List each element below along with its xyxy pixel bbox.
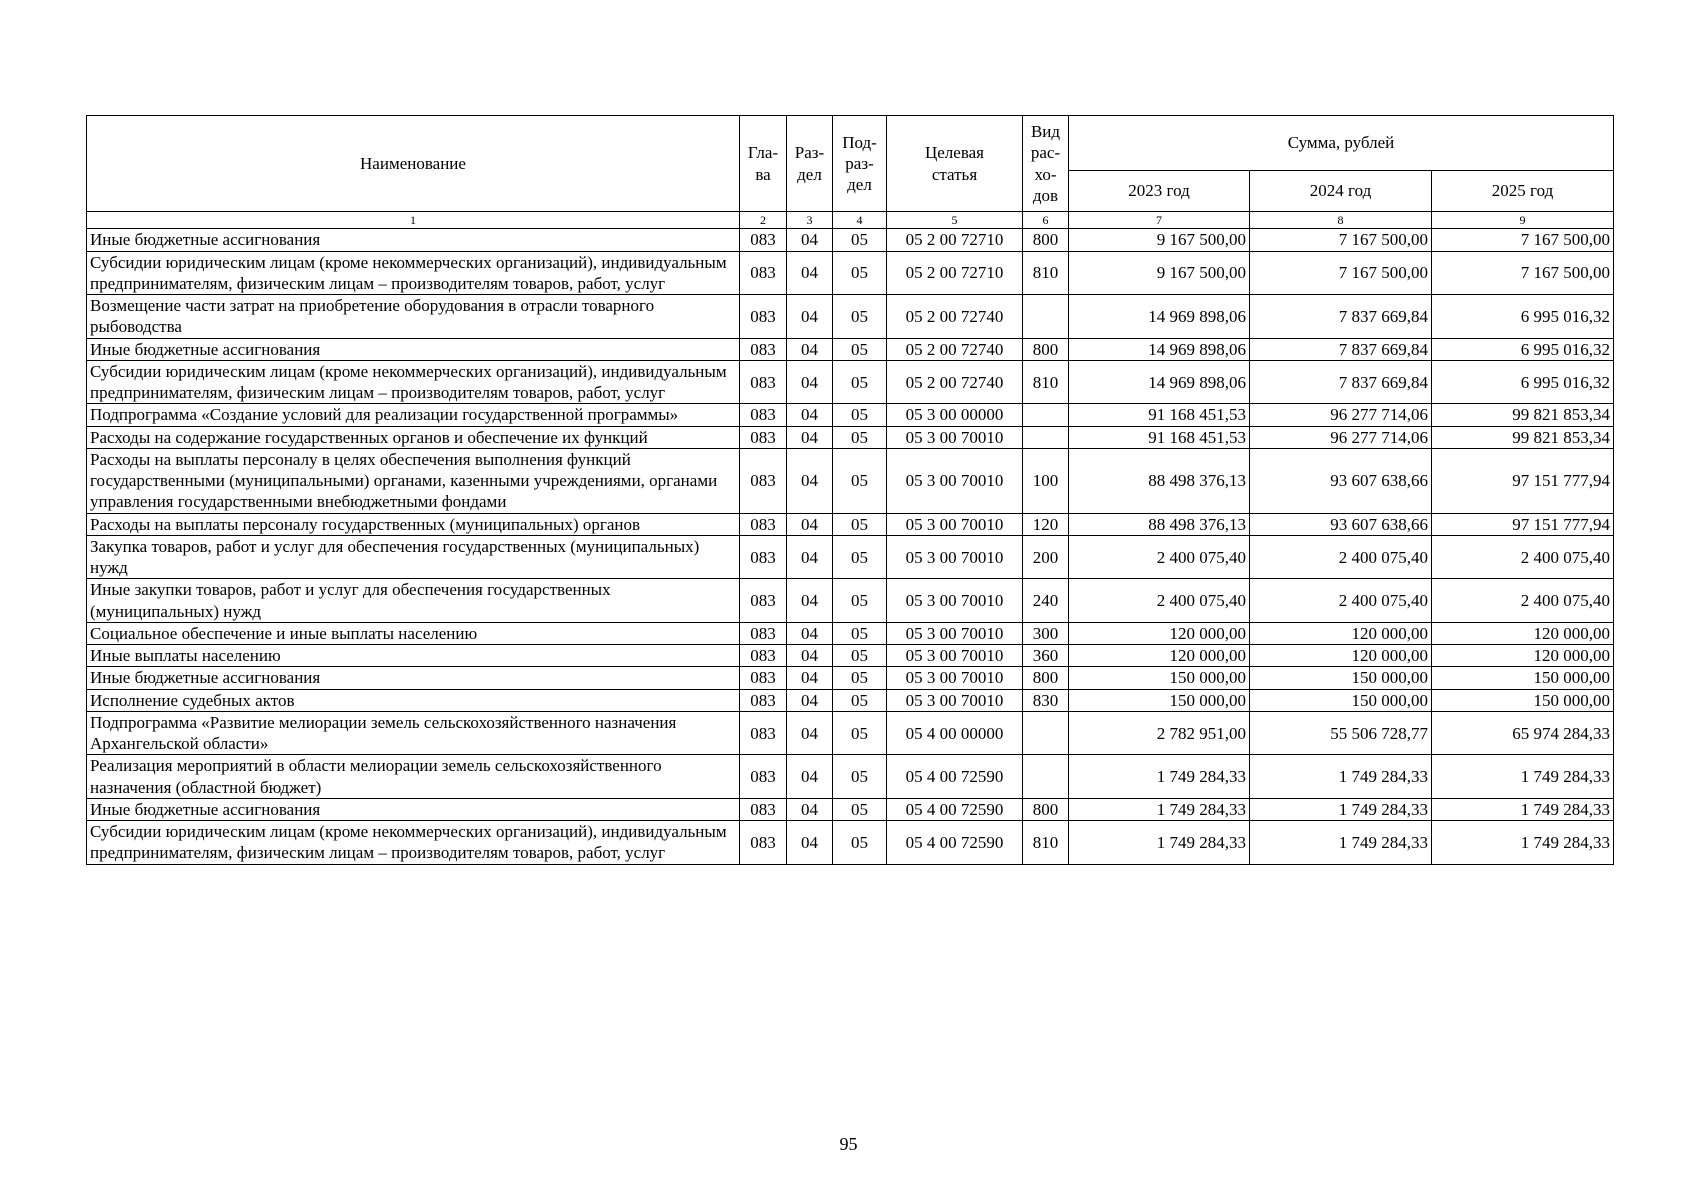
- row-amount-2025: 150 000,00: [1432, 667, 1614, 689]
- row-amount-2023: 2 400 075,40: [1069, 535, 1250, 579]
- column-number: 1: [87, 212, 740, 229]
- row-podrazdel: 05: [833, 229, 887, 251]
- row-amount-2024: 7 837 669,84: [1250, 338, 1432, 360]
- row-glava: 083: [740, 645, 787, 667]
- table-row: [87, 821, 1614, 865]
- row-razdel: 04: [787, 821, 833, 865]
- row-amount-2024: 150 000,00: [1250, 689, 1432, 711]
- table-row: [87, 711, 1614, 755]
- row-amount-2025: 6 995 016,32: [1432, 338, 1614, 360]
- row-razdel: 04: [787, 229, 833, 251]
- row-amount-2023: 150 000,00: [1069, 689, 1250, 711]
- row-podrazdel: 05: [833, 821, 887, 865]
- row-glava: 083: [740, 404, 787, 426]
- table-row: [87, 360, 1614, 404]
- row-celevaya-statya: 05 2 00 72740: [887, 295, 1023, 339]
- row-podrazdel: 05: [833, 689, 887, 711]
- row-name: Иные закупки товаров, работ и услуг для обеспечения государственных (муниципальных) нужд: [87, 579, 740, 623]
- header-vid-rashodov: Вид рас- хо- дов: [1023, 116, 1069, 212]
- table-row: [87, 579, 1614, 623]
- row-name: Иные бюджетные ассигнования: [87, 229, 740, 251]
- table-row: [87, 295, 1614, 339]
- header-year-2024: 2024 год: [1250, 171, 1432, 212]
- row-glava: 083: [740, 513, 787, 535]
- row-amount-2023: 120 000,00: [1069, 622, 1250, 644]
- table-body: [87, 229, 1614, 864]
- row-name: Возмещение части затрат на приобретение оборудования в отрасли товарного рыбоводства: [87, 295, 740, 339]
- row-amount-2025: 99 821 853,34: [1432, 404, 1614, 426]
- row-razdel: 04: [787, 798, 833, 820]
- row-amount-2025: 99 821 853,34: [1432, 426, 1614, 448]
- row-amount-2024: 1 749 284,33: [1250, 821, 1432, 865]
- row-glava: 083: [740, 622, 787, 644]
- row-glava: 083: [740, 689, 787, 711]
- row-podrazdel: 05: [833, 360, 887, 404]
- row-name: Расходы на содержание государственных органов и обеспечение их функций: [87, 426, 740, 448]
- row-razdel: 04: [787, 404, 833, 426]
- row-celevaya-statya: 05 3 00 00000: [887, 404, 1023, 426]
- row-glava: 083: [740, 798, 787, 820]
- row-razdel: 04: [787, 667, 833, 689]
- row-celevaya-statya: 05 4 00 72590: [887, 755, 1023, 799]
- row-glava: 083: [740, 821, 787, 865]
- column-number: 7: [1069, 212, 1250, 229]
- row-vid-rashodov: 360: [1023, 645, 1069, 667]
- row-vid-rashodov: 800: [1023, 798, 1069, 820]
- table-row: [87, 622, 1614, 644]
- row-vid-rashodov: 800: [1023, 229, 1069, 251]
- row-amount-2023: 2 782 951,00: [1069, 711, 1250, 755]
- row-podrazdel: 05: [833, 295, 887, 339]
- table-row: [87, 229, 1614, 251]
- header-year-2025: 2025 год: [1432, 171, 1614, 212]
- row-amount-2023: 120 000,00: [1069, 645, 1250, 667]
- row-podrazdel: 05: [833, 251, 887, 295]
- row-celevaya-statya: 05 2 00 72740: [887, 360, 1023, 404]
- row-amount-2025: 2 400 075,40: [1432, 535, 1614, 579]
- row-podrazdel: 05: [833, 667, 887, 689]
- row-vid-rashodov: [1023, 711, 1069, 755]
- row-amount-2024: 120 000,00: [1250, 622, 1432, 644]
- row-amount-2024: 1 749 284,33: [1250, 798, 1432, 820]
- row-amount-2024: 7 837 669,84: [1250, 360, 1432, 404]
- table-row: [87, 513, 1614, 535]
- row-amount-2025: 1 749 284,33: [1432, 798, 1614, 820]
- row-amount-2024: 150 000,00: [1250, 667, 1432, 689]
- row-amount-2024: 96 277 714,06: [1250, 404, 1432, 426]
- row-celevaya-statya: 05 3 00 70010: [887, 426, 1023, 448]
- row-razdel: 04: [787, 295, 833, 339]
- row-razdel: 04: [787, 448, 833, 513]
- header-celevaya-statya: Целевая статья: [887, 116, 1023, 212]
- row-podrazdel: 05: [833, 711, 887, 755]
- row-vid-rashodov: 830: [1023, 689, 1069, 711]
- column-number: 9: [1432, 212, 1614, 229]
- row-razdel: 04: [787, 645, 833, 667]
- row-glava: 083: [740, 535, 787, 579]
- column-numbers-row: [87, 212, 1614, 229]
- budget-table: [86, 115, 1614, 865]
- row-vid-rashodov: 800: [1023, 667, 1069, 689]
- table-row: [87, 448, 1614, 513]
- row-podrazdel: 05: [833, 755, 887, 799]
- header-glava: Гла- ва: [740, 116, 787, 212]
- row-amount-2025: 97 151 777,94: [1432, 448, 1614, 513]
- row-amount-2023: 91 168 451,53: [1069, 404, 1250, 426]
- row-name: Субсидии юридическим лицам (кроме некоммерческих организаций), индивидуальным предпринимателям, физическим лицам – производителям товаров, работ, услуг: [87, 821, 740, 865]
- row-name: Иные бюджетные ассигнования: [87, 667, 740, 689]
- row-amount-2025: 97 151 777,94: [1432, 513, 1614, 535]
- row-glava: 083: [740, 229, 787, 251]
- row-celevaya-statya: 05 3 00 70010: [887, 689, 1023, 711]
- table-row: [87, 338, 1614, 360]
- row-glava: 083: [740, 251, 787, 295]
- header-name: Наименование: [87, 116, 740, 212]
- row-amount-2023: 88 498 376,13: [1069, 448, 1250, 513]
- row-amount-2025: 1 749 284,33: [1432, 755, 1614, 799]
- row-razdel: 04: [787, 426, 833, 448]
- row-vid-rashodov: [1023, 426, 1069, 448]
- row-vid-rashodov: [1023, 755, 1069, 799]
- row-amount-2023: 9 167 500,00: [1069, 229, 1250, 251]
- table-header: [87, 116, 1614, 229]
- row-amount-2023: 150 000,00: [1069, 667, 1250, 689]
- row-amount-2024: 120 000,00: [1250, 645, 1432, 667]
- row-name: Иные выплаты населению: [87, 645, 740, 667]
- row-amount-2023: 14 969 898,06: [1069, 360, 1250, 404]
- row-podrazdel: 05: [833, 513, 887, 535]
- column-number: 2: [740, 212, 787, 229]
- page-number: 95: [839, 1134, 858, 1154]
- row-glava: 083: [740, 448, 787, 513]
- row-glava: 083: [740, 338, 787, 360]
- row-amount-2024: 1 749 284,33: [1250, 755, 1432, 799]
- row-amount-2023: 91 168 451,53: [1069, 426, 1250, 448]
- row-amount-2023: 1 749 284,33: [1069, 755, 1250, 799]
- row-glava: 083: [740, 755, 787, 799]
- row-glava: 083: [740, 711, 787, 755]
- row-razdel: 04: [787, 579, 833, 623]
- row-celevaya-statya: 05 3 00 70010: [887, 667, 1023, 689]
- row-podrazdel: 05: [833, 448, 887, 513]
- row-glava: 083: [740, 295, 787, 339]
- row-amount-2023: 2 400 075,40: [1069, 579, 1250, 623]
- table-row: [87, 798, 1614, 820]
- row-amount-2025: 6 995 016,32: [1432, 295, 1614, 339]
- row-amount-2025: 6 995 016,32: [1432, 360, 1614, 404]
- row-amount-2025: 120 000,00: [1432, 622, 1614, 644]
- column-number: 8: [1250, 212, 1432, 229]
- row-podrazdel: 05: [833, 798, 887, 820]
- table-row: [87, 535, 1614, 579]
- row-vid-rashodov: 300: [1023, 622, 1069, 644]
- table-row: [87, 667, 1614, 689]
- row-amount-2023: 9 167 500,00: [1069, 251, 1250, 295]
- row-amount-2025: 65 974 284,33: [1432, 711, 1614, 755]
- row-celevaya-statya: 05 2 00 72710: [887, 251, 1023, 295]
- row-name: Субсидии юридическим лицам (кроме некоммерческих организаций), индивидуальным предпринимателям, физическим лицам – производителям товаров, работ, услуг: [87, 251, 740, 295]
- row-celevaya-statya: 05 3 00 70010: [887, 448, 1023, 513]
- row-celevaya-statya: 05 3 00 70010: [887, 513, 1023, 535]
- row-razdel: 04: [787, 360, 833, 404]
- row-amount-2024: 7 167 500,00: [1250, 229, 1432, 251]
- row-podrazdel: 05: [833, 426, 887, 448]
- row-vid-rashodov: [1023, 404, 1069, 426]
- row-vid-rashodov: 810: [1023, 821, 1069, 865]
- row-name: Реализация мероприятий в области мелиорации земель сельскохозяйственного назначения (областной бюджет): [87, 755, 740, 799]
- column-number: 6: [1023, 212, 1069, 229]
- row-razdel: 04: [787, 755, 833, 799]
- table-row: [87, 755, 1614, 799]
- row-vid-rashodov: 810: [1023, 360, 1069, 404]
- row-amount-2024: 7 837 669,84: [1250, 295, 1432, 339]
- row-podrazdel: 05: [833, 622, 887, 644]
- row-amount-2023: 14 969 898,06: [1069, 295, 1250, 339]
- row-razdel: 04: [787, 338, 833, 360]
- row-vid-rashodov: 240: [1023, 579, 1069, 623]
- row-podrazdel: 05: [833, 338, 887, 360]
- row-celevaya-statya: 05 4 00 72590: [887, 821, 1023, 865]
- row-name: Иные бюджетные ассигнования: [87, 798, 740, 820]
- row-amount-2024: 55 506 728,77: [1250, 711, 1432, 755]
- row-name: Расходы на выплаты персоналу в целях обеспечения выполнения функций государственными (муниципальными) органами, казенными учреждениями, органами управления государственными внебюджетными фондами: [87, 448, 740, 513]
- header-podrazdel: Под- раз- дел: [833, 116, 887, 212]
- row-name: Закупка товаров, работ и услуг для обеспечения государственных (муниципальных) нужд: [87, 535, 740, 579]
- row-amount-2024: 93 607 638,66: [1250, 513, 1432, 535]
- row-amount-2024: 7 167 500,00: [1250, 251, 1432, 295]
- row-vid-rashodov: [1023, 295, 1069, 339]
- row-glava: 083: [740, 667, 787, 689]
- row-razdel: 04: [787, 689, 833, 711]
- row-amount-2023: 1 749 284,33: [1069, 798, 1250, 820]
- row-celevaya-statya: 05 3 00 70010: [887, 535, 1023, 579]
- table-row: [87, 251, 1614, 295]
- row-name: Подпрограмма «Развитие мелиорации земель сельскохозяйственного назначения Архангельской области»: [87, 711, 740, 755]
- table-row: [87, 645, 1614, 667]
- row-razdel: 04: [787, 535, 833, 579]
- row-razdel: 04: [787, 711, 833, 755]
- row-celevaya-statya: 05 2 00 72740: [887, 338, 1023, 360]
- row-podrazdel: 05: [833, 535, 887, 579]
- row-vid-rashodov: 100: [1023, 448, 1069, 513]
- row-amount-2023: 14 969 898,06: [1069, 338, 1250, 360]
- row-amount-2025: 120 000,00: [1432, 645, 1614, 667]
- header-razdel: Раз- дел: [787, 116, 833, 212]
- row-celevaya-statya: 05 2 00 72710: [887, 229, 1023, 251]
- row-glava: 083: [740, 579, 787, 623]
- row-amount-2025: 2 400 075,40: [1432, 579, 1614, 623]
- row-podrazdel: 05: [833, 579, 887, 623]
- row-amount-2023: 88 498 376,13: [1069, 513, 1250, 535]
- row-razdel: 04: [787, 513, 833, 535]
- column-number: 5: [887, 212, 1023, 229]
- row-celevaya-statya: 05 3 00 70010: [887, 622, 1023, 644]
- row-amount-2023: 1 749 284,33: [1069, 821, 1250, 865]
- row-celevaya-statya: 05 4 00 72590: [887, 798, 1023, 820]
- row-amount-2024: 93 607 638,66: [1250, 448, 1432, 513]
- row-vid-rashodov: 120: [1023, 513, 1069, 535]
- row-name: Расходы на выплаты персоналу государственных (муниципальных) органов: [87, 513, 740, 535]
- column-number: 3: [787, 212, 833, 229]
- header-year-2023: 2023 год: [1069, 171, 1250, 212]
- row-name: Иные бюджетные ассигнования: [87, 338, 740, 360]
- row-razdel: 04: [787, 251, 833, 295]
- row-name: Субсидии юридическим лицам (кроме некоммерческих организаций), индивидуальным предпринимателям, физическим лицам – производителям товаров, работ, услуг: [87, 360, 740, 404]
- row-vid-rashodov: 800: [1023, 338, 1069, 360]
- row-podrazdel: 05: [833, 404, 887, 426]
- row-glava: 083: [740, 426, 787, 448]
- row-glava: 083: [740, 360, 787, 404]
- table-row: [87, 689, 1614, 711]
- row-celevaya-statya: 05 3 00 70010: [887, 645, 1023, 667]
- row-amount-2024: 2 400 075,40: [1250, 535, 1432, 579]
- row-amount-2025: 7 167 500,00: [1432, 251, 1614, 295]
- row-amount-2024: 96 277 714,06: [1250, 426, 1432, 448]
- row-name: Исполнение судебных актов: [87, 689, 740, 711]
- table-row: [87, 404, 1614, 426]
- table-row: [87, 426, 1614, 448]
- row-vid-rashodov: 200: [1023, 535, 1069, 579]
- header-summa: Сумма, рублей: [1069, 116, 1614, 171]
- row-name: Социальное обеспечение и иные выплаты населению: [87, 622, 740, 644]
- row-podrazdel: 05: [833, 645, 887, 667]
- row-celevaya-statya: 05 3 00 70010: [887, 579, 1023, 623]
- row-amount-2024: 2 400 075,40: [1250, 579, 1432, 623]
- row-name: Подпрограмма «Создание условий для реализации государственной программы»: [87, 404, 740, 426]
- row-amount-2025: 7 167 500,00: [1432, 229, 1614, 251]
- row-celevaya-statya: 05 4 00 00000: [887, 711, 1023, 755]
- row-razdel: 04: [787, 622, 833, 644]
- row-amount-2025: 150 000,00: [1432, 689, 1614, 711]
- column-number: 4: [833, 212, 887, 229]
- row-amount-2025: 1 749 284,33: [1432, 821, 1614, 865]
- row-vid-rashodov: 810: [1023, 251, 1069, 295]
